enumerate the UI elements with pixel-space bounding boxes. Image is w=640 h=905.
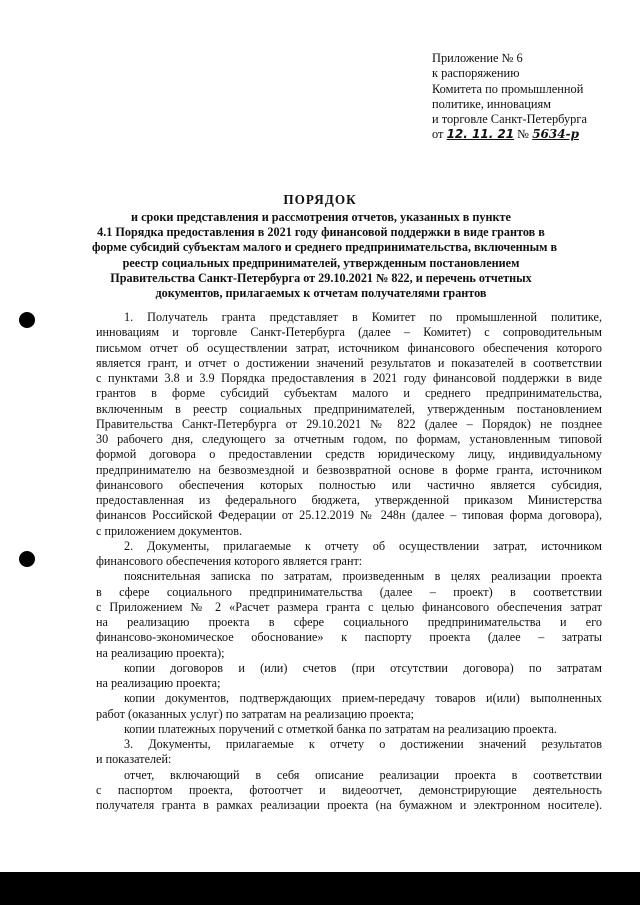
body-line: 1. Получатель гранта представляет в Комитет по промышленной политике,	[124, 310, 602, 324]
body-line: с Приложением № 2 «Расчет размера гранта с целью финансового обеспечения затрат	[96, 599, 602, 614]
body-line: письмом отчет об осуществлении затрат, источником финансового обеспечения которого	[96, 340, 602, 355]
body-line: на реализацию проекта);	[96, 645, 225, 660]
body-line: финансово-экономическое обоснование» к паспорту проекта (далее – затраты	[96, 630, 602, 645]
body-line: с пунктами 3.8 и 3.9 Порядка предоставления в 2021 году финансовой поддержки в виде	[96, 371, 602, 385]
body-line: и показателей:	[96, 752, 172, 767]
number-label: №	[517, 127, 530, 142]
handwritten-date: 12. 11. 21	[446, 127, 515, 142]
body-line: инновациям и торговле Санкт-Петербурга (далее – Комитет) с сопроводительным	[96, 325, 602, 340]
scan-bottom-border	[0, 872, 640, 905]
appendix-number: Приложение № 6	[432, 51, 523, 65]
body-line: копии договоров и (или) счетов (при отсутствии договора) по затратам	[124, 660, 602, 675]
document-body	[96, 310, 602, 813]
body-line: получателя гранта в рамках реализации проекта (на бумажном и электронном носителе).	[96, 798, 602, 812]
body-line: в сфере социального предпринимательства (далее – проект) в соответствии	[96, 584, 602, 599]
body-line: предпринимателю на безвозмездной и безвозвратной основе в форме гранта, источником	[96, 462, 602, 477]
body-line: Правительства Санкт-Петербурга от 29.10.2021 № 822 (далее – Порядок) не позднее	[96, 416, 602, 431]
body-line: пояснительная записка по затратам, произведенным в целях реализации проекта	[124, 569, 602, 584]
punch-hole-top	[19, 312, 35, 328]
appendix-date-line	[432, 127, 637, 142]
body-line: грантов в форме субсидий субъектам малого и среднего предпринимательства,	[96, 386, 602, 401]
body-line: на реализацию проекта;	[96, 676, 221, 690]
document-title: ПОРЯДОК	[283, 192, 357, 207]
subtitle-line: форме субсидий субъектам малого и среднего предпринимательства, включенным в	[92, 240, 558, 255]
subtitle-line: 4.1 Порядка предоставления в 2021 году финансовой поддержки в виде грантов в	[97, 225, 545, 240]
body-line: является грант, и отчет о достижении значений результатов и показателей в соответствии	[96, 355, 602, 370]
body-line: формой договора о предоставлении средств юридическому лицу, индивидуальному	[96, 447, 602, 462]
body-line: отчет, включающий в себя описание реализации проекта в соответствии	[124, 767, 602, 782]
subtitle-line: документов, прилагаемых к отчетам получателями грантов	[155, 286, 487, 301]
subtitle-line: Правительства Санкт-Петербурга от 29.10.2021 № 822, и перечень отчетных	[110, 270, 532, 285]
body-line: финансового обеспечения которых полностью или частично является субсидия,	[96, 477, 602, 492]
appendix-header	[432, 51, 637, 143]
document-subtitle	[92, 210, 558, 301]
appendix-committee-line-2: политике, инновациям	[432, 96, 552, 111]
date-prefix: от	[432, 127, 444, 142]
handwritten-number: 5634-р	[532, 127, 579, 142]
body-line: предоставленная из федерального бюджета, утвержденной приказом Министерства	[96, 493, 602, 507]
appendix-ref-line: к распоряжению	[432, 66, 520, 81]
appendix-committee-line: Комитета по промышленной	[432, 81, 584, 96]
punch-hole-middle	[19, 551, 35, 567]
appendix-committee-line-3: и торговле Санкт-Петербурга	[432, 112, 587, 127]
body-line: 2. Документы, прилагаемые к отчету об осуществлении затрат, источником	[124, 538, 602, 553]
body-line: 3. Документы, прилагаемые к отчету о достижении значений результатов	[124, 737, 602, 751]
body-line: финансового обеспечения которого является грант:	[96, 554, 363, 568]
subtitle-line: и сроки представления и рассмотрения отчетов, указанных в пункте	[131, 210, 511, 224]
body-line: с паспортом проекта, фотоотчет и видеоотчет, демонстрирующие деятельность	[96, 782, 602, 797]
body-line: 30 рабочего дня, следующего за отчетным годом, по формам, установленным типовой	[96, 432, 602, 446]
body-line: на реализацию проекта в сфере социального предпринимательства и его	[96, 615, 602, 629]
subtitle-line: реестр социальных предпринимателей, утвержденным постановлением	[122, 255, 520, 270]
body-line: с приложением документов.	[96, 523, 243, 538]
body-line: включенным в реестр социальных предпринимателей, утвержденным постановлением	[96, 401, 602, 416]
body-line: работ (оказанных услуг) по затратам на реализацию проекта;	[96, 706, 415, 721]
body-line: финансов Российской Федерации от 25.12.2019 № 248н (далее – типовая форма договора),	[96, 508, 602, 523]
body-line: копии документов, подтверждающих прием-передачу товаров и(или) выполненных	[124, 691, 602, 706]
body-line: копии платежных поручений с отметкой банка по затратам на реализацию проекта.	[124, 721, 557, 736]
